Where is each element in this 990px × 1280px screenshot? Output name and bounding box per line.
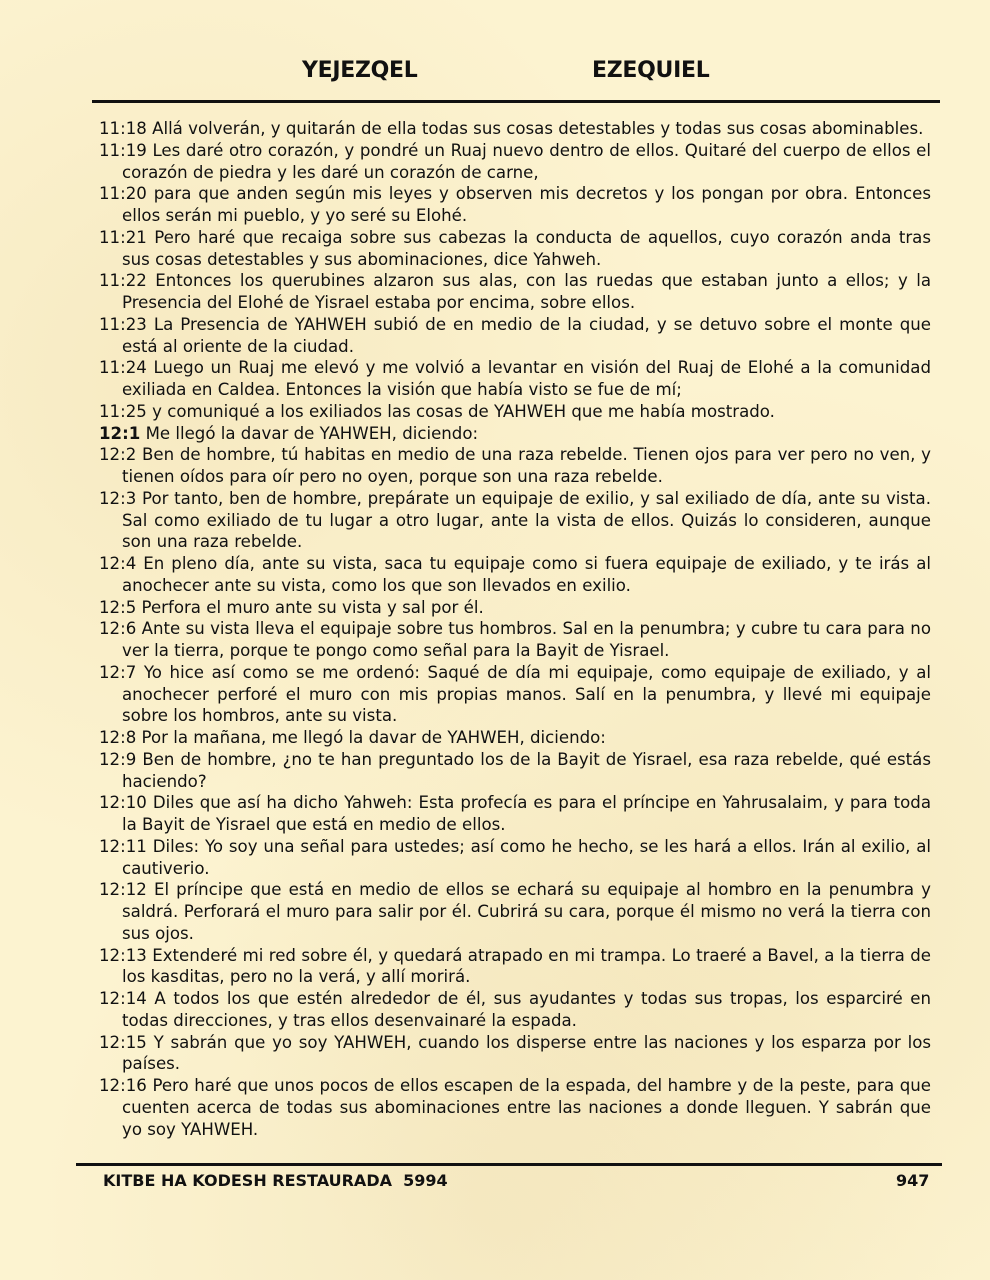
verse-reference: 12:8 (99, 728, 137, 747)
header-rule (92, 100, 940, 103)
verse-reference: 12:6 (99, 619, 137, 639)
verse-reference: 11:20 (99, 184, 147, 204)
verse-reference: 12:1 (99, 423, 141, 443)
verse-text: para que anden según mis leyes y observen mis decretos y los pongan por obra. Entonces ellos serán mi pueblo, y yo seré su Elohé. (122, 184, 931, 225)
verse (99, 727, 931, 749)
verse (99, 597, 931, 619)
verse-reference: 11:21 (99, 227, 147, 247)
verse-reference: 12:11 (99, 836, 147, 856)
verse-text: Pero haré que recaiga sobre sus cabezas la conducta de aquellos, cuyo corazón anda tras sus cosas detestables y sus abominaciones, dice Yahweh. (122, 227, 931, 269)
verse-text: Ben de hombre, tú habitas en medio de una raza rebelde. Tienen ojos para ver pero no ven, y tienen oídos para oír pero no oyen, porque son una raza rebelde. (122, 445, 931, 486)
verse-text: Perfora el muro ante su vista y sal por él. (141, 597, 484, 617)
verse (99, 749, 931, 793)
verse-reference: 11:24 (99, 358, 147, 378)
verse-reference: 12:13 (99, 945, 147, 965)
verse-reference: 11:22 (99, 271, 147, 291)
verse-reference: 12:2 (99, 445, 137, 465)
verse (99, 488, 931, 553)
verse-text: Entonces los querubines alzaron sus alas, con las ruedas que estaban junto a ellos; y la Presencia del Elohé de Yisrael estaba por encima, sobre ellos. (122, 271, 932, 312)
verse (99, 1075, 931, 1140)
verse-reference: 12:7 (99, 662, 137, 682)
verse (99, 183, 931, 227)
verse (99, 836, 931, 880)
verse (99, 553, 931, 597)
verse (99, 118, 931, 140)
verse-text: Por la mañana, me llegó la davar de YAHWEH, diciendo: (141, 728, 606, 747)
verse-text: Yo hice así como se me ordenó: Saqué de día mi equipaje, como equipaje de exiliado, y al anochecer perforé el muro con mis propias manos. Salí en la penumbra, y llevé mi equipaje sobre los hombros, ante su vista. (122, 662, 931, 726)
verse-reference: 12:14 (99, 989, 147, 1008)
verse-text: Luego un Ruaj me elevó y me volvió a levantar en visión del Ruaj de Elohé a la comunidad exiliada en Caldea. Entonces la visión que había visto se fue de mí; (122, 358, 931, 399)
verse-reference: 11:19 (99, 140, 147, 160)
verse (99, 945, 931, 989)
verse-text: Les daré otro corazón, y pondré un Ruaj nuevo dentro de ellos. Quitaré del cuerpo de ellos el corazón de piedra y les daré un corazón de carne, (122, 140, 932, 182)
verse (99, 988, 931, 1032)
page-header (0, 58, 990, 92)
verse-reference: 12:5 (99, 597, 137, 617)
verse-text: Por tanto, ben de hombre, prepárate un equipaje de exilio, y sal exiliado de día, ante su vista. Sal como exiliado de tu lugar a otro lugar, ante la vista de ellos. Quizás lo consideren, aunque son una raza rebelde. (122, 488, 931, 552)
verse-reference: 11:23 (99, 314, 147, 334)
verse-reference: 12:12 (99, 880, 147, 900)
verse-text: Allá volverán, y quitarán de ella todas sus cosas detestables y todas sus cosas abominables. (152, 119, 924, 138)
page-number: 947 (896, 1171, 930, 1190)
verse (99, 140, 931, 184)
verse (99, 444, 931, 488)
verse (99, 270, 931, 314)
verse-text: Extenderé mi red sobre él, y quedará atrapado en mi trampa. Lo traeré a Bavel, a la tierra de los kasditas, pero no la verá, y allí morirá. (122, 945, 931, 987)
verse-reference: 11:18 (99, 119, 147, 138)
running-title-spanish: EZEQUIEL (592, 58, 710, 83)
verse-reference: 12:16 (99, 1076, 147, 1095)
verse-text: Me llegó la davar de YAHWEH, diciendo: (145, 423, 479, 443)
verse (99, 227, 931, 271)
verse-text: Ante su vista lleva el equipaje sobre tus hombros. Sal en la penumbra; y cubre tu cara para no ver la tierra, porque te pongo como señal para la Bayit de Yisrael. (122, 619, 931, 660)
verse-text: A todos los que estén alrededor de él, sus ayudantes y todas sus tropas, los esparciré en todas direcciones, y tras ellos desenvainaré la espada. (122, 989, 931, 1030)
verse-text: Y sabrán que yo soy YAHWEH, cuando los disperse entre las naciones y los esparza por los países. (122, 1032, 931, 1074)
verse (99, 423, 931, 445)
verse-reference: 12:3 (99, 488, 137, 508)
verse-text: y comuniqué a los exiliados las cosas de YAHWEH que me había mostrado. (152, 401, 775, 421)
verse-text: Diles: Yo soy una señal para ustedes; así como he hecho, se les hará a ellos. Irán al exilio, al cautiverio. (122, 836, 932, 878)
scripture-text (99, 118, 931, 1140)
running-title-hebrew: YEJEZQEL (302, 58, 418, 83)
verse (99, 401, 931, 423)
verse (99, 792, 931, 836)
verse-reference: 12:9 (99, 749, 137, 769)
verse (99, 357, 931, 401)
verse (99, 879, 931, 944)
verse-reference: 12:4 (99, 554, 137, 573)
verse-text: El príncipe que está en medio de ellos se echará su equipaje al hombro en la penumbra y saldrá. Perforará el muro para salir por él. Cubrirá su cara, porque él mismo no verá la tierra con sus ojos. (122, 880, 931, 943)
verse-text: En pleno día, ante su vista, saca tu equipaje como si fuera equipaje de exiliado, y te irás al anochecer ante su vista, como los que son llevados en exilio. (122, 554, 931, 595)
verse (99, 618, 931, 662)
verse-text: Ben de hombre, ¿no te han preguntado los de la Bayit de Yisrael, esa raza rebelde, qué estás haciendo? (122, 749, 931, 791)
verse-text: Pero haré que unos pocos de ellos escapen de la espada, del hambre y de la peste, para que cuenten acerca de todas sus abominaciones entre las naciones a donde lleguen. Y sabrán que yo soy YAHWEH. (122, 1076, 931, 1139)
verse-reference: 12:10 (99, 793, 147, 813)
verse-reference: 11:25 (99, 401, 147, 421)
verse (99, 314, 931, 358)
footer-rule (76, 1163, 942, 1166)
verse-text: La Presencia de YAHWEH subió de en medio de la ciudad, y se detuvo sobre el monte que está al oriente de la ciudad. (122, 314, 931, 356)
footer-book-title: KITBE HA KODESH RESTAURADA 5994 (103, 1171, 448, 1190)
verse (99, 662, 931, 727)
verse-text: Diles que así ha dicho Yahweh: Esta profecía es para el príncipe en Yahrusalaim, y para toda la Bayit de Yisrael que está en medio de ellos. (122, 793, 931, 834)
verse (99, 1032, 931, 1076)
verse-reference: 12:15 (99, 1032, 147, 1052)
